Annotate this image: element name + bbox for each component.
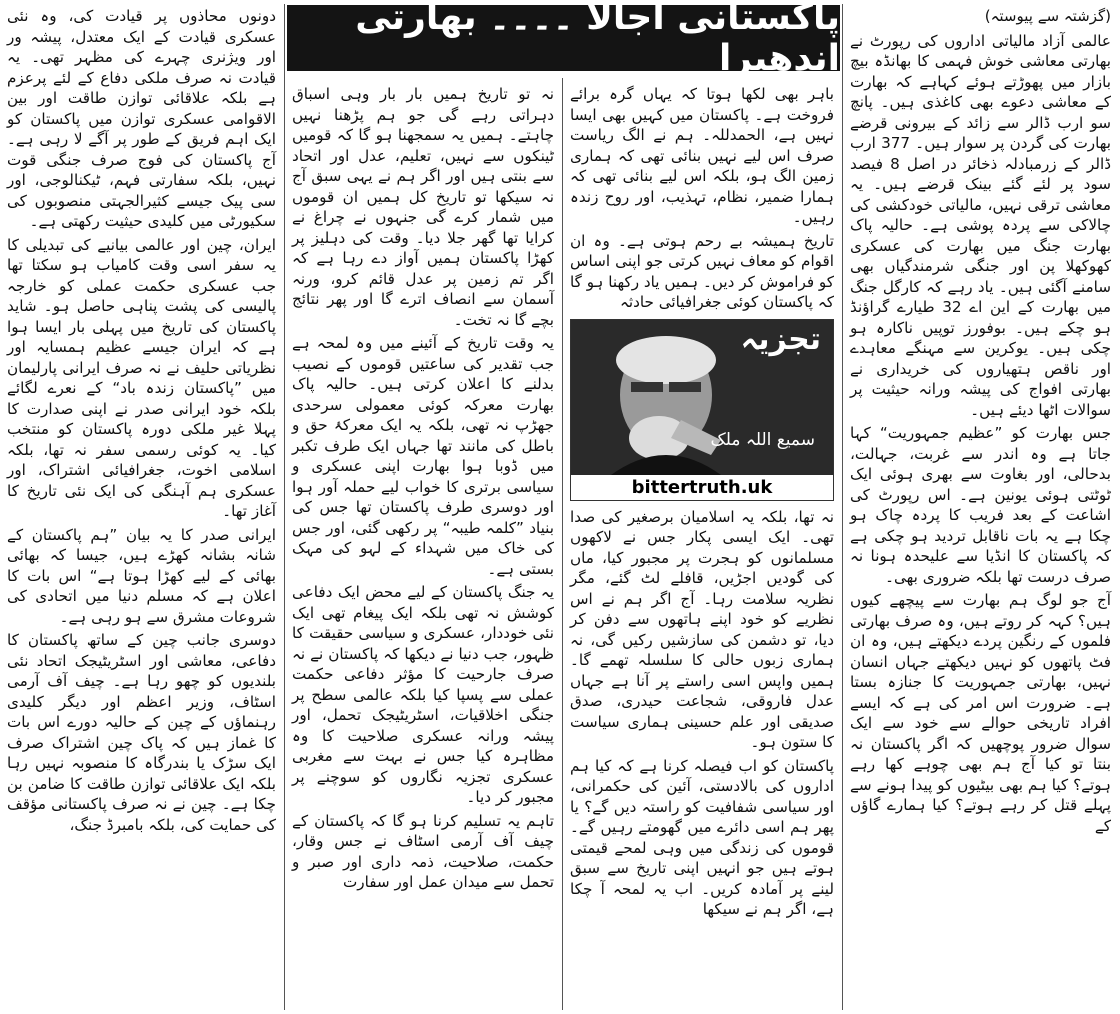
column-2: [563, 78, 841, 1014]
paragraph: عالمی آزاد مالیاتی اداروں کی رپورٹ نے بھارتی معاشی خوش فہمی کا بھانڈہ بیچ بازار میں پھوڑتے ہوئے کہاہے کہ بھارت کے معاشی دعوے بھی کاغذی ہیں۔ پانچ سو ارب ڈالر سے زائد کے بیرونی قرضے بھارت کی گردن پر سوار ہیں۔ 377 ارب ڈالر کے زرمبادلہ ذخائر در اصل 8 فیصد سود پر لئے گئے بینک قرضے ہیں۔ یہ معاشی ترقی نہیں، مالیاتی خودکشی کی چالاکی سے پردہ پوشی ہے۔ حالیہ پاک بھارت جنگ میں بھارت کی عسکری کھوکھلا پن اور جنگی شرمندگیاں بھی سامنے آگئی ہیں۔ یاد رہے کہ کارگل جنگ میں بھارت کے این اے 32 طیارے گراؤنڈ ہو چکے ہیں۔ بوفورز توپیں ناکارہ ہو چکی ہیں۔ یوکرین سے مہنگے معاہدے اور ناقص ہتھیاروں کی خریداری نے بھارتی افواج کی پیشہ ورانہ حیثیت پر سوالات اٹھا دیئے ہیں۔: [850, 31, 1111, 419]
paragraph: جس بھارت کو ”عظیم جمہوریت“ کہا جاتا ہے وہ اندر سے غربت، جہالت، بدحالی، اور بغاوت سے بھری ہوئی ایک ٹوٹتی ہوئی یونین ہے۔ اس رپورٹ کی اشاعت کے بعد فریب کا پردہ چاک ہو چکا ہے یہ بات ناقابل تردید ہو چکی ہے کہ پاکستان کا انڈیا سے علیحدہ ہونا نہ صرف درست تھا بلکہ ضروری بھی۔: [850, 424, 1111, 586]
column-1: [843, 0, 1118, 1014]
column-3: [285, 78, 561, 1014]
paragraph: نہ تھا، بلکہ یہ اسلامیان برصغیر کی صدا تھی۔ ایک ایسی پکار جس نے لاکھوں مسلمانوں کو ہجرت پر مجبور کیا، ماں کی گودیں اجڑیں، قافلے لٹ گئے، مگر نظریہ سلامت رہا۔ آج اگر ہم نے اس نظریے کو خود اپنے ہاتھوں سے دفن کر دیا، تو دشمن کی سازشیں رکیں گی، نہ ہماری زبوں حالی کا سلسلہ تھمے گا۔ ہمیں واپس اسی راستے پر آنا ہے جہاں عدل فاروقی، شجاعت حیدری، صدق صدیقی اور علم حسینی ہماری سیاست کا ستون ہو۔: [570, 507, 834, 751]
paragraph: تاہم یہ تسلیم کرنا ہو گا کہ پاکستان کے چیف آف آرمی اسٹاف نے جس وقار، حکمت، صلاحیت، ذمہ داری اور صبر و تحمل سے میدان عمل اور سفارت: [292, 811, 554, 891]
headline: پاکستانی اجالا ۔۔۔۔ بھارتی اندھیرا: [355, 0, 840, 79]
paragraph: ایران، چین اور عالمی بیانیے کی تبدیلی کا یہ سفر اسی وقت کامیاب ہو سکتا تھا جب عسکری حکمت عملی کو خارجہ پالیسی کی پشت پناہی حاصل ہو۔ شاید پاکستان کی تاریخ میں پہلی بار ایسا ہوا ہے کہ ایران جیسے عظیم ہمسایہ اور نظریاتی حلیف نے نہ صرف ایرانی پارلیمان میں ”پاکستان زندہ باد“ کے نعرے لگائے بلکہ خود ایرانی صدر نے اپنی صدارت کا پہلا غیر ملکی دورہ پاکستان کو منتخب کیا۔ یہ کوئی رسمی سفر نہ تھا، بلکہ اسلامی اخوت، جغرافیائی اشتراک، اور عسکری ہم آہنگی کی ایک نئی تاریخ کا آغاز تھا۔: [7, 235, 276, 520]
paragraph: ایرانی صدر کا یہ بیان ”ہم پاکستان کے شانہ بشانہ کھڑے ہیں، جیسا کہ بھائی بھائی کے لیے کھڑا ہوتا ہے“ اس بات کا اعلان ہے کہ مسلم دنیا میں اتحادی کی شروعات مشرق سے ہو رہی ہے۔: [7, 525, 276, 626]
paragraph: یہ جنگ پاکستان کے لیے محض ایک دفاعی کوشش نہ تھی بلکہ ایک پیغام تھی ایک نئی خوددار، عسکری و سیاسی حقیقت کا ظہور، جب دنیا نے دیکھا کہ پاکستان نے نہ صرف جارحیت کا مؤثر دفاعی حکمت عملی سے پسپا کیا بلکہ عالمی سطح پر جنگی اخلاقیات، اسٹریٹیجک تحمل، اور پیشہ ورانہ عسکری صلاحیت کا وہ مظاہرہ کیا جس نے بہت سے مغربی عسکری تجزیہ نگاروں کو سوچنے پر مجبور کر دیا۔: [292, 583, 554, 806]
paragraph: نہ تو تاریخ ہمیں بار بار وہی اسباق دہراتی رہے گی جو ہم پڑھنا نہیں چاہتے۔ ہمیں یہ سمجھنا ہو گا کہ قومیں ٹینکوں سے نہیں، تعلیم، عدل اور اتحاد سے بنتی ہیں اور اگر ہم نے یہی سبق آج نہ سیکھا تو تاریخ کل ہمیں ان قوموں میں شمار کرے گی جنہوں نے چراغ نے کرایا تھا گھر جلا دیا۔ وقت کی دہلیز پر کھڑا پاکستان ہمیں آواز دے رہا ہے کہ اگر تم زمین پر عدل قائم کرو، ورنہ آسمان سے انصاف اترے گا اور پھر نتائج بچے گا نہ تخت۔: [292, 85, 554, 329]
columnist-name: سمیع اللہ ملک: [710, 429, 815, 450]
headline-banner: [287, 0, 840, 79]
paragraph: تاریخ ہمیشہ بے رحم ہوتی ہے۔ وہ ان اقوام کو معاف نہیں کرتی جو اپنی اساس کو فراموش کر دیں۔ ہمیں یاد رکھنا ہو گا کہ پاکستان کوئی جغرافیائی حادثہ: [570, 231, 834, 311]
columnist-photo-box: [570, 319, 834, 501]
continued-kicker: (گزشتہ سے پیوستہ): [984, 7, 1111, 25]
paragraph: باہر بھی لکھا ہوتا کہ یہاں گرہ برائے فروخت ہے۔ پاکستان میں کہیں بھی ایسا نہیں ہے، الحمدللہ۔ ہم نے الگ ریاست صرف اس لیے نہیں بنائی تھی کہ ہماری زمین الگ ہو، بلکہ اس لیے بنائی تھی کہ ہمارا ضمیر، نظام، تہذیب، اور روح زندہ رہیں۔: [570, 85, 834, 226]
analysis-tag: تجزیہ: [740, 321, 821, 357]
paragraph: دوسری جانب چین کے ساتھ پاکستان کا دفاعی، معاشی اور اسٹریٹیجک اتحاد نئی بلندیوں کو چھو رہا ہے۔ چیف آف آرمی اسٹاف، وزیر اعظم اور دیگر کلیدی رہنماؤں کے چین کے حالیہ دورے اس بات کا غماز ہیں کہ پاک چین اشتراک صرف ایک سڑک یا بندرگاہ کا منصوبہ نہیں رہا بلکہ ایک علاقائی توازن طاقت کا ضامن بن چکا ہے۔ چین نے نہ صرف پاکستانی مؤقف کی حمایت کی، بلکہ بامبرڈ جنگ،: [7, 631, 276, 834]
columnist-website: bittertruth.uk: [571, 475, 833, 500]
column-4: [0, 0, 283, 1014]
paragraph: دونوں محاذوں پر قیادت کی، وہ نئی عسکری قیادت کے ایک معتدل، پیشہ ور اور ویژنری چہرے کی مظہر تھی۔ یہ قیادت نہ صرف ملکی دفاع کے لئے پرعزم ہے بلکہ علاقائی توازن طاقت اور بین الاقوامی عسکری توازن میں پاکستان کو ایک اہم فریق کے طور پر آگے لا رہی ہے۔ آج پاکستان کی فوج صرف جنگی قوت نہیں، بلکہ سفارتی فہم، ٹیکنالوجی، اور سی پیک جیسے کثیرالجہتی منصوبوں کی سکیورٹی میں کلیدی حیثیت رکھتی ہے۔: [7, 7, 276, 230]
paragraph: پاکستان کو اب فیصلہ کرنا ہے کہ کیا ہم اداروں کی بالادستی، آئین کی حکمرانی، اور سیاسی شفافیت کو راستہ دیں گے؟ یا پھر ہم اسی دائرے میں گھومتے رہیں گے۔ قوموں کی زندگی میں وہی لمحے قیمتی ہوتے ہیں جو انہیں اپنی تاریخ سے سبق لینے پر آمادہ کریں۔ اب یہ لمحہ آ چکا ہے، اگر ہم نے سیکھا: [570, 756, 834, 918]
paragraph: یہ وقت تاریخ کے آئینے میں وہ لمحہ ہے جب تقدیر کی ساعتیں قوموں کے نصیب بدلنے کا اعلان کرتی ہیں۔ حالیہ پاک بھارت معرکہ کوئی معمولی سرحدی جھڑپ نہ تھی، بلکہ یہ ایک معرکۂ حق و باطل کی مانند تھا جہاں ایک طرف تکبر میں ڈوبا ہوا بھارت اپنی عسکری و سیاسی برتری کا خواب لیے حملہ آور ہوا اور دوسری طرف پاکستان تھا جس کی بنیاد ”کلمہ طیبہ“ پر رکھی گئی، اور جس کی خاک میں شہداء کے لہو کی مہک بستی ہے۔: [292, 334, 554, 578]
paragraph: آج جو لوگ ہم بھارت سے پیچھے کیوں ہیں؟ کہہ کر روتے ہیں، وہ صرف بھارتی فلموں کے رنگین پردے دیکھتے ہیں، وہ ان فٹ پاتھوں کو نہیں دیکھتے جہاں انسان نہیں، بھارتی جمہوریت کا جنازہ بستا ہے۔ ضرورت اس امر کی ہے کہ ایسے افراد تاریخی حوالے سے خود سے ایک سوال ضرور پوچھیں کہ اگر پاکستان نہ بنتا تو کیا آج ہم بھی چوہے کھا رہے ہوتے؟ کیا ہم بھی بیٹیوں کو پیدا ہونے سے پہلے قتل کر رہے ہوتے؟ کیا ہمارے گاؤں کے: [850, 591, 1111, 835]
